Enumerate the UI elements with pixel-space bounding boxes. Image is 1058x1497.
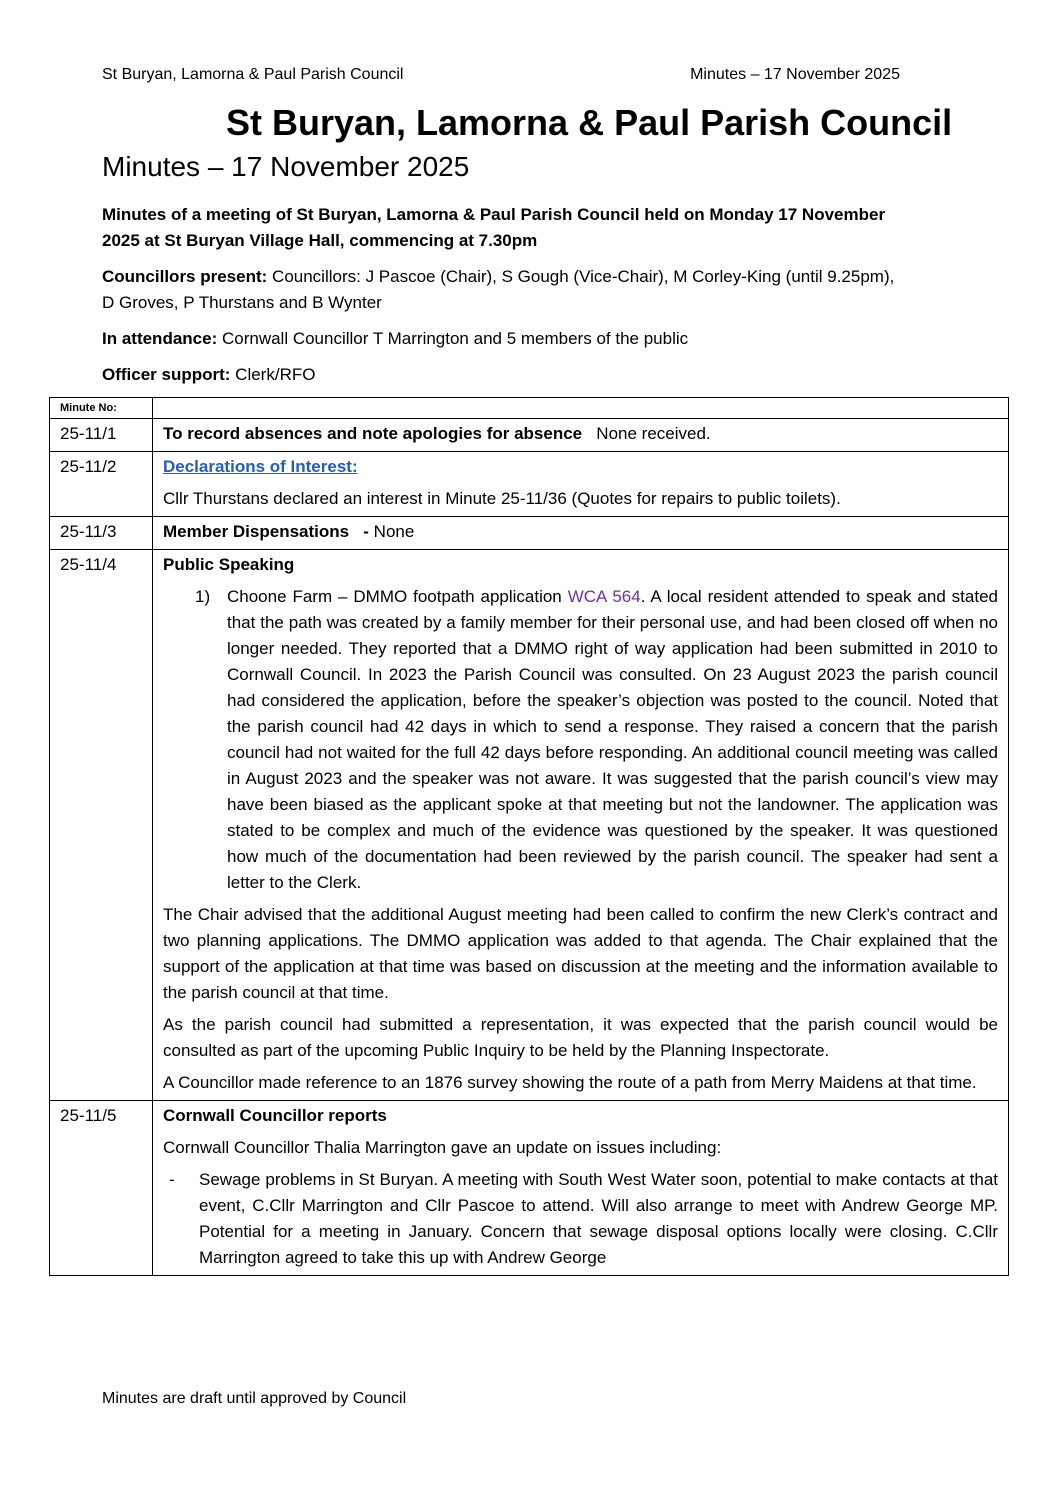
header-minutes-date: Minutes – 17 November 2025	[690, 66, 900, 83]
list-marker: 1)	[195, 587, 211, 606]
declarations-link[interactable]: Declarations of Interest:	[163, 457, 358, 476]
table-row	[50, 550, 1009, 1101]
minute-content	[153, 452, 1009, 517]
minute-title: Member Dispensations -	[163, 522, 369, 541]
minute-number: 25-11/4	[50, 550, 153, 1101]
minute-content	[153, 517, 1009, 550]
councillors-present	[102, 264, 902, 316]
list-item	[163, 1167, 998, 1271]
page-footer: Minutes are draft until approved by Council	[102, 1390, 407, 1407]
minute-number: 25-11/1	[50, 419, 153, 452]
table-row	[50, 517, 1009, 550]
councillors-present-text: Councillors: J Pascoe (Chair), S Gough (Vice-Chair), M Corley-King (until 9.25pm), D Groves, P Thurstans and B Wynter	[102, 267, 895, 312]
in-attendance-label: In attendance:	[102, 329, 218, 348]
list-item	[163, 584, 998, 896]
officer-support	[102, 362, 902, 388]
item-lead: Choone Farm – DMMO footpath application	[227, 587, 568, 606]
in-attendance-text: Cornwall Councillor T Marrington and 5 members of the public	[217, 329, 689, 348]
bullet-text: Sewage problems in St Buryan. A meeting with South West Water soon, potential to make contacts at that event, C.Cllr Marrington and Cllr Pascoe to attend. Will also arrange to meet with Andrew George MP. Potential for a meeting in January. Concern that sewage disposal options locally were closing. C.Cllr Marrington agreed to take this up with Andrew George	[199, 1170, 998, 1267]
minute-paragraph: A Councillor made reference to an 1876 survey showing the route of a path from Merry Maidens at that time.	[163, 1073, 977, 1092]
minute-content	[153, 550, 1009, 1101]
minute-text: Cornwall Councillor Thalia Marrington gave an update on issues including:	[163, 1138, 722, 1157]
councillors-present-label: Councillors present:	[102, 267, 268, 286]
in-attendance	[102, 326, 902, 352]
minute-no-header: Minute No:	[50, 398, 153, 419]
table-header-row	[50, 398, 1009, 419]
officer-support-text: Clerk/RFO	[230, 365, 316, 384]
minute-number: 25-11/3	[50, 517, 153, 550]
minute-text: Cllr Thurstans declared an interest in Minute 25-11/36 (Quotes for repairs to public toilets).	[163, 489, 841, 508]
minute-title: Public Speaking	[163, 555, 295, 574]
minute-suffix: None	[368, 522, 415, 541]
minute-number: 25-11/5	[50, 1101, 153, 1276]
minutes-table	[49, 397, 1009, 1276]
intro-section	[102, 202, 902, 398]
table-row	[50, 419, 1009, 452]
document-subtitle: Minutes – 17 November 2025	[102, 151, 470, 182]
table-row	[50, 1101, 1009, 1276]
officer-support-label: Officer support:	[102, 365, 231, 384]
table-row	[50, 452, 1009, 517]
meeting-summary: Minutes of a meeting of St Buryan, Lamorna & Paul Parish Council held on Monday 17 November 2025 at St Buryan Village Hall, commencing at 7.30pm	[102, 205, 886, 250]
item-text: . A local resident attended to speak and stated that the path was created by a family member for their personal use, and had been closed off when no longer needed. They reported that a DMMO right of way application had been submitted in 2010 to Cornwall Council. In 2023 the Parish Council was consulted. On 23 August 2023 the parish council had considered the application, before the speaker’s objection was posted to the council. Noted that the parish council had 42 days in which to send a response. They raised a concern that the parish council had not waited for the full 42 days before responding. An additional council meeting was called in August 2023 and the speaker was not aware. It was suggested that the parish council’s view may have been biased as the applicant spoke at that meeting but not the landowner. The application was stated to be complex and much of the evidence was questioned by the speaker. It was questioned how much of the documentation had been reviewed by the parish council. The speaker had sent a letter to the Clerk.	[227, 587, 998, 892]
minute-title: Cornwall Councillor reports	[163, 1106, 387, 1125]
minute-content	[153, 419, 1009, 452]
report-list	[163, 1167, 998, 1271]
minute-suffix: None received.	[582, 424, 711, 443]
minute-title: To record absences and note apologies for absence	[163, 424, 583, 443]
minute-number: 25-11/2	[50, 452, 153, 517]
speaker-list	[163, 584, 998, 896]
minute-paragraph: The Chair advised that the additional August meeting had been called to confirm the new Clerk’s contract and two planning applications. The DMMO application was added to that agenda. The Chair explained that the support of the application at that time was based on discussion at the meeting and the information available to the parish council at that time.	[163, 905, 998, 1002]
header-empty-cell	[153, 398, 1009, 419]
minute-paragraph: As the parish council had submitted a representation, it was expected that the parish council would be consulted as part of the upcoming Public Inquiry to be held by the Planning Inspectorate.	[163, 1015, 998, 1060]
document-title: St Buryan, Lamorna & Paul Parish Council	[226, 102, 953, 143]
minute-content	[153, 1101, 1009, 1276]
header-council-name: St Buryan, Lamorna & Paul Parish Council	[102, 66, 404, 83]
list-marker: -	[169, 1170, 175, 1189]
wca-reference-link[interactable]: WCA 564	[567, 587, 641, 606]
